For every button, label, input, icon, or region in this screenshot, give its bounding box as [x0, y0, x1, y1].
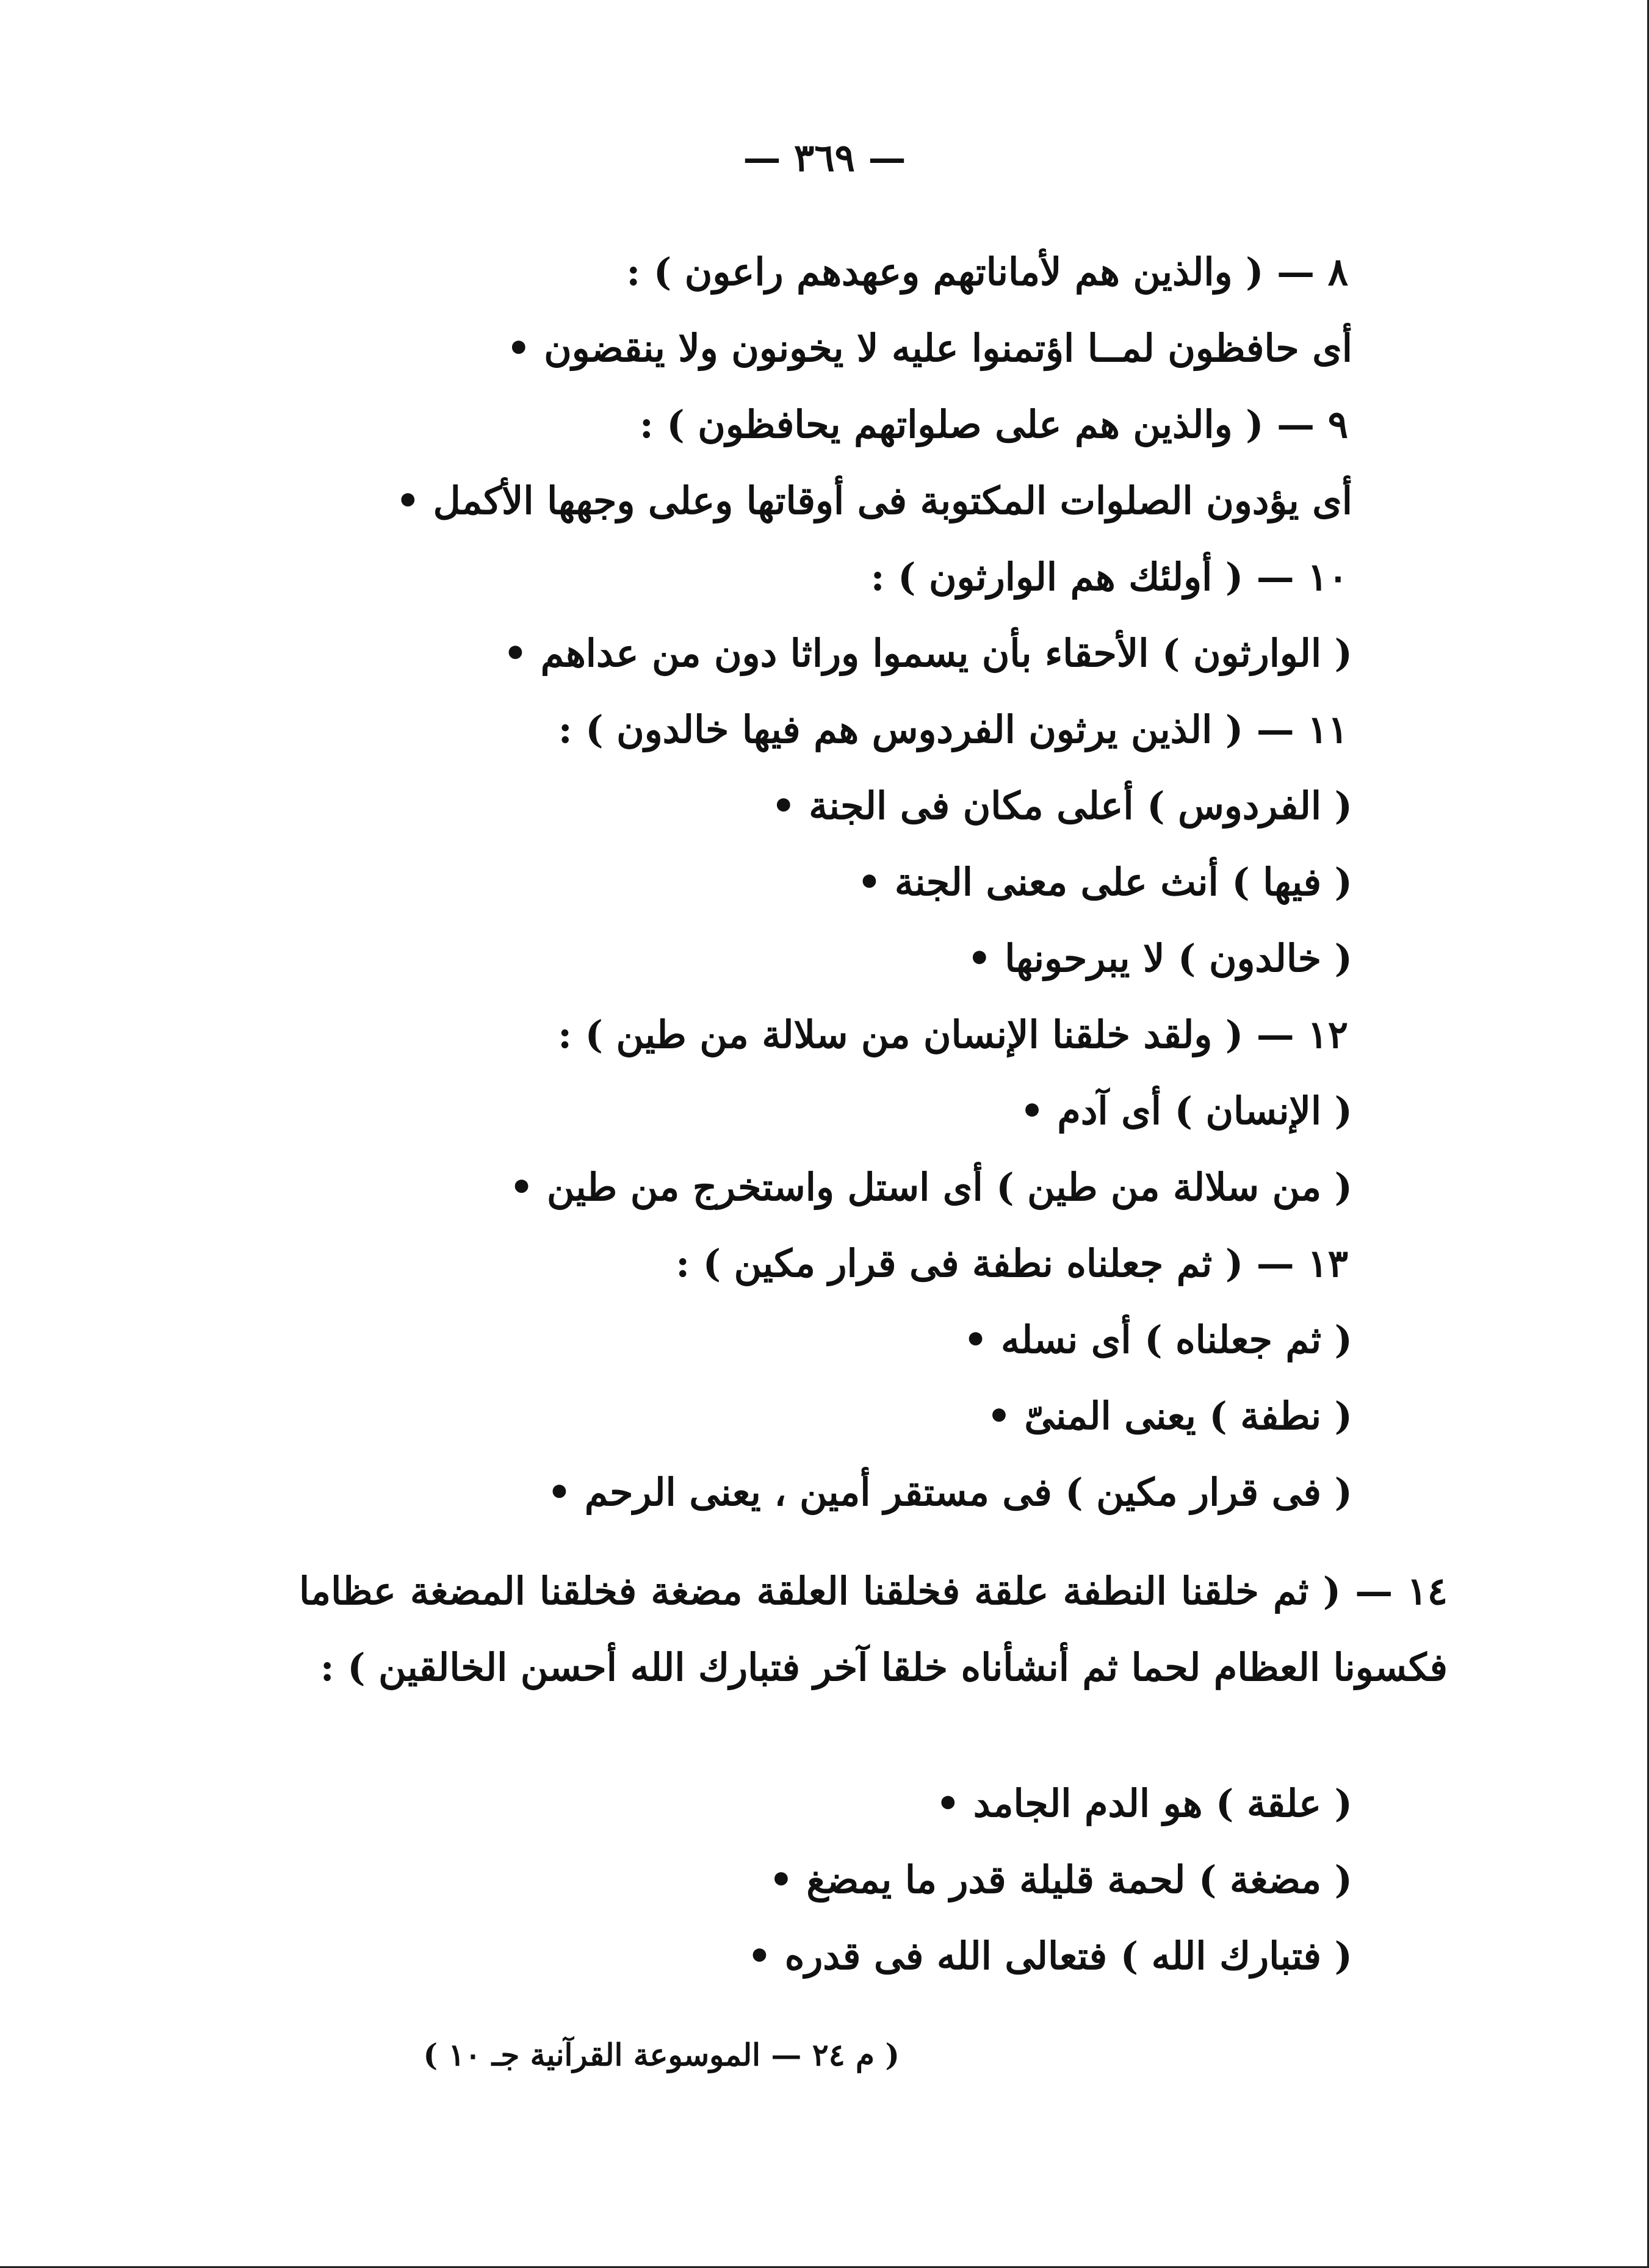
verse-9-heading: ٩ — ( والذين هم على صلواتهم يحافظون ) :: [639, 402, 1348, 447]
verse-13-gloss-qarar: ( فى قرار مكين ) فى مستقر أمين ، يعنى الرحم •: [547, 1470, 1352, 1514]
verse-14-gloss-tabaraka: ( فتبارك الله ) فتعالى الله فى قدره •: [747, 1934, 1352, 1978]
verse-8-explanation: أى حافظون لمــا اؤتمنوا عليه لا يخونون ولا ينقضون •: [506, 326, 1352, 370]
verse-11-gloss-firdaws: ( الفردوس ) أعلى مكان فى الجنة •: [771, 783, 1352, 828]
verse-10-heading: ١٠ — ( أولئك هم الوارثون ) :: [870, 555, 1348, 599]
verse-13-heading: ١٣ — ( ثم جعلناه نطفة فى قرار مكين ) :: [676, 1241, 1348, 1286]
verse-14-gloss-alaqa: ( علقة ) هو الدم الجامد •: [936, 1781, 1352, 1826]
verse-12-heading: ١٢ — ( ولقد خلقنا الإنسان من سلالة من طين ) :: [558, 1012, 1348, 1057]
page-number: — ٣٦٩ —: [743, 135, 906, 180]
verse-12-gloss-insan: ( الإنسان ) أى آدم •: [1020, 1089, 1352, 1133]
verse-11-gloss-khalidun: ( خالدون ) لا يبرحونها •: [967, 936, 1352, 981]
page-footer: ( م ٢٤ — الموسوعة القرآنية جـ ١٠ ): [423, 2037, 900, 2073]
verse-10-gloss: ( الوارثون ) الأحقاء بأن يسموا وراثا دون من عداهم •: [503, 631, 1352, 675]
verse-14-paragraph: ١٤ — ( ثم خلقنا النطفة علقة فخلقنا العلقة مضغة فخلقنا المضغة عظاما فكسونا العظام لحما ثم أنشأناه خلقا آخر فتبارك الله أحسن الخالقين ) :: [299, 1569, 1448, 1690]
verse-9-explanation: أى يؤدون الصلوات المكتوبة فى أوقاتها وعلى وجهها الأكمل •: [395, 478, 1352, 523]
verse-12-gloss-sulala: ( من سلالة من طين ) أى استل واستخرج من طين •: [509, 1165, 1352, 1209]
verse-11-heading: ١١ — ( الذين يرثون الفردوس هم فيها خالدون ) :: [558, 707, 1348, 752]
verse-11-gloss-fiha: ( فيها ) أنث على معنى الجنة •: [857, 860, 1352, 904]
verse-13-gloss-nutfa: ( نطفة ) يعنى المنىّ •: [987, 1394, 1352, 1438]
verse-13-gloss-jaalnahu: ( ثم جعلناه ) أى نسله •: [963, 1317, 1352, 1362]
verse-8-heading: ٨ — ( والذين هم لأماناتهم وعهدهم راعون ) :: [626, 250, 1348, 294]
verse-14-gloss-mudgha: ( مضغة ) لحمة قليلة قدر ما يمضغ •: [769, 1857, 1352, 1902]
